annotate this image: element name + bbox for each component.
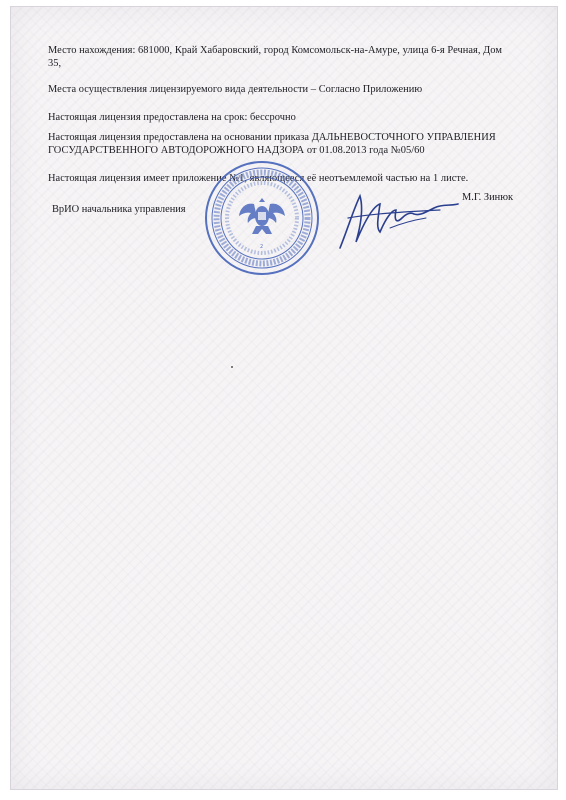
round-official-seal-icon [204,160,320,276]
svg-text:2: 2 [260,244,264,250]
location-text: Место нахождения: 681000, Край Хабаровский, город Комсомольск-на-Амуре, улица 6-я Речная, Дом 35, [48,45,502,69]
signer-position: ВрИО начальника управления [52,204,186,215]
term-text: Настоящая лицензия предоставлена на срок: бессрочно [48,112,296,123]
basis-text-line1: Настоящая лицензия предоставлена на основании приказа ДАЛЬНЕВОСТОЧНОГО УПРАВЛЕНИЯ [48,132,496,143]
appendix-text: Настоящая лицензия имеет приложение №1, являющееся её неотъемлемой частью на 1 листе. [48,173,469,184]
handwritten-signature-icon [330,188,460,258]
activity-places-text: Места осуществления лицензируемого вида деятельности – Согласно Приложению [48,84,423,95]
basis-text-line2: ГОСУДАРСТВЕННОГО АВТОДОРОЖНОГО НАДЗОРА от 01.08.2013 года №05/60 [48,145,425,156]
ink-speck [231,366,233,368]
signer-name: М.Г. Зинюк [462,192,514,203]
